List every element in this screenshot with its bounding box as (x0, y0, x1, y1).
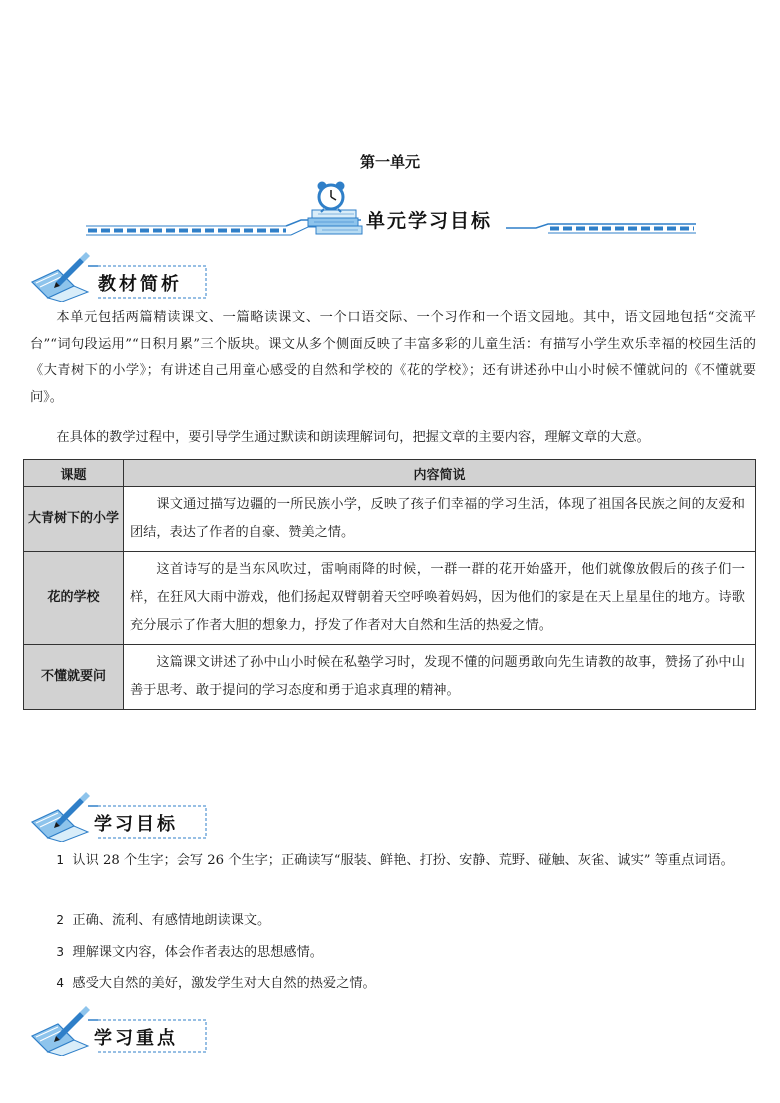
table-header-row (24, 460, 756, 487)
goal-number: 3 (56, 945, 65, 959)
analysis-paragraph-2: 在具体的教学过程中，要引导学生通过默读和朗读理解词句，把握文章的主要内容，理解文章的大意。 (56, 430, 650, 445)
table-cell-topic: 花的学校 (24, 552, 124, 645)
section-header-analysis (28, 252, 228, 302)
section-title-analysis: 教材简析 (98, 274, 182, 295)
unit-goals-banner (86, 180, 696, 240)
goal-text: 正确、流利、有感情地朗读课文。 (72, 913, 271, 928)
table-cell-desc: 课文通过描写边疆的一所民族小学，反映了孩子们幸福的学习生活，体现了祖国各民族之间的友爱和团结，表达了作者的自豪、赞美之情。 (124, 487, 756, 552)
goal-text: 感受大自然的美好，激发学生对大自然的热爱之情。 (72, 976, 376, 991)
goal-text: 认识 28 个生字；会写 26 个生字；正确读写“服装、鲜艳、打扮、安静、荒野、碰触、灰雀、诚实” 等重点词语。 (72, 853, 734, 868)
table-cell-topic: 不懂就要问 (24, 645, 124, 710)
analysis-paragraph-1: 本单元包括两篇精读课文、一篇略读课文、一个口语交际、一个习作和一个语文园地。其中，语文园地包括“交流平台”“词句段运用”“日积月累”三个版块。课文从多个侧面反映了丰富多彩的儿童生活：有描写小学生欢乐幸福的校园生活的《大青树下的小学》；有讲述自己用童心感受的自然和学校的《花的学校》；还有讲述孙中山小时候不懂就问的《不懂就要问》。 (30, 310, 756, 405)
table-header-topic: 课题 (24, 460, 124, 487)
goal-number: 1 (56, 853, 65, 867)
alarm-clock-icon (318, 182, 345, 213)
goal-item (30, 938, 756, 967)
table-cell-topic: 大青树下的小学 (24, 487, 124, 552)
goal-item (30, 846, 756, 875)
section-title-goals: 学习目标 (94, 814, 178, 835)
unit-title: 第一单元 (359, 153, 420, 171)
goal-item (30, 906, 756, 935)
books-icon (308, 210, 362, 234)
table-header-summary: 内容简说 (124, 460, 756, 487)
goal-text: 理解课文内容，体会作者表达的思想感情。 (72, 945, 323, 960)
table-row (24, 645, 756, 710)
lesson-summary-table (23, 459, 756, 710)
section-header-focus (28, 1006, 228, 1056)
section-title-focus: 学习重点 (94, 1028, 178, 1049)
goal-number: 2 (56, 913, 65, 927)
table-row (24, 487, 756, 552)
section-header-goals (28, 792, 228, 842)
banner-title: 单元学习目标 (366, 210, 493, 232)
table-cell-desc: 这篇课文讲述了孙中山小时候在私塾学习时，发现不懂的问题勇敢向先生请教的故事，赞扬了孙中山善于思考、敢于提问的学习态度和勇于追求真理的精神。 (124, 645, 756, 710)
table-cell-desc: 这首诗写的是当东风吹过，雷响雨降的时候，一群一群的花开始盛开，他们就像放假后的孩子们一样，在狂风大雨中游戏，他们扬起双臂朝着天空呼唤着妈妈，因为他们的家是在天上星星住的地方。诗歌充分展示了作者大胆的想象力，抒发了作者对大自然和生活的热爱之情。 (124, 552, 756, 645)
table-row (24, 552, 756, 645)
goal-number: 4 (56, 976, 65, 990)
goal-item (30, 969, 756, 998)
